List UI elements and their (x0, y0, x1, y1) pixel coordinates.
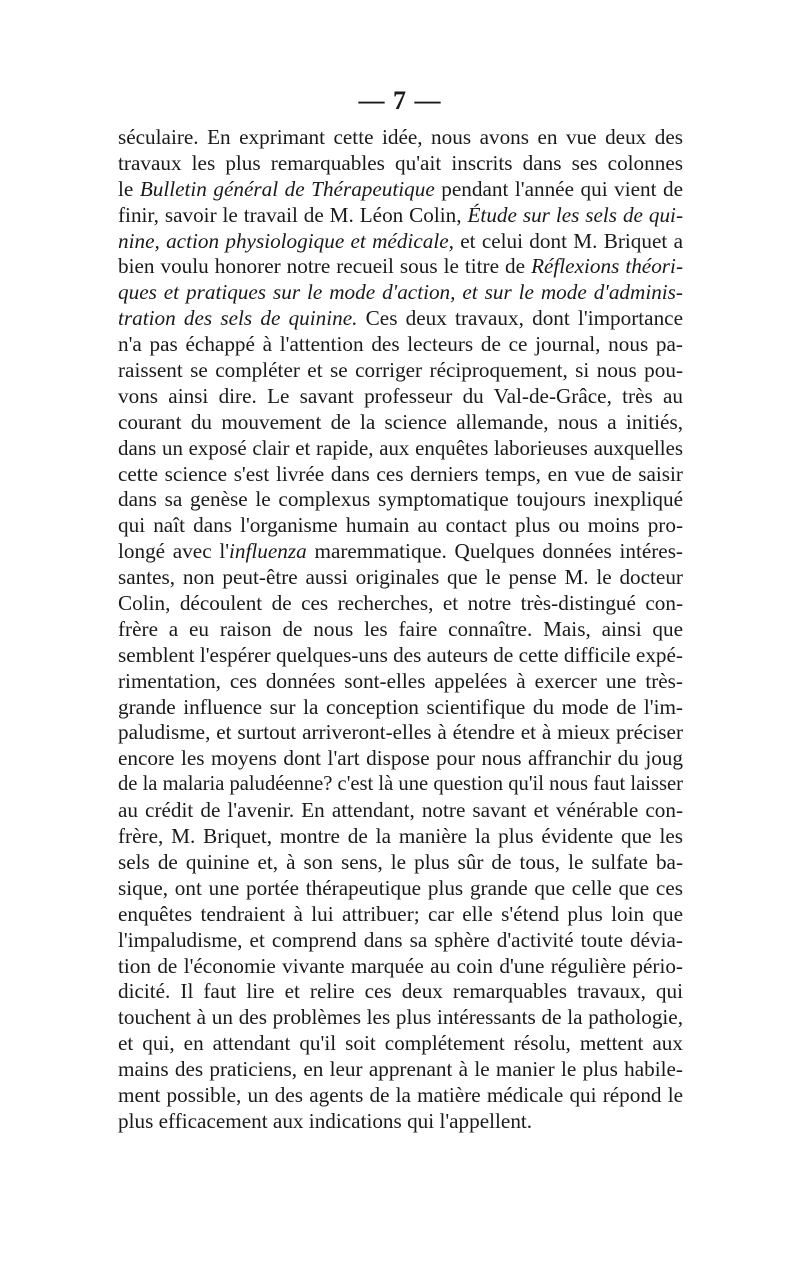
text-segment: dans sa genèse le complexus symptomatique toujours inexpliqué (118, 487, 683, 512)
text-segment: vons ainsi dire. Le savant professeur du Val-de-Grâce, très au (118, 383, 683, 408)
italic-text: influenza (229, 539, 307, 564)
text-line (118, 462, 683, 488)
italic-text: tration des sels de quinine. (118, 306, 358, 331)
text-line (118, 979, 683, 1005)
text-segment: le (118, 176, 140, 201)
text-segment: pendant l'année qui vient de (434, 176, 683, 201)
text-line (118, 669, 683, 695)
text-line (118, 539, 683, 565)
text-line (118, 125, 683, 151)
text-segment: qui naît dans l'organisme humain au contact plus ou moins pro- (118, 513, 683, 538)
text-segment: maremmatique. Quelques données intéres- (306, 539, 683, 564)
text-line (118, 358, 683, 384)
text-segment: n'a pas échappé à l'attention des lecteurs de ce journal, nous pa- (118, 332, 683, 357)
text-segment: sique, ont une portée thérapeutique plus grande que celle que ces (118, 875, 683, 900)
page-number: — 7 — (358, 86, 442, 115)
text-line (118, 306, 683, 332)
text-line (118, 565, 683, 591)
text-line (118, 1005, 683, 1031)
text-segment: ment possible, un des agents de la matière médicale qui répond le (118, 1082, 683, 1107)
text-line (118, 229, 683, 255)
text-line (118, 902, 683, 928)
text-segment: frère a eu raison de nous les faire connaître. Mais, ainsi que (118, 616, 683, 641)
text-line (118, 1109, 683, 1135)
text-segment: Colin, découlent de ces recherches, et notre très-distingué con- (118, 591, 683, 616)
text-segment: raissent se compléter et se corriger réciproquement, si nous pou- (118, 358, 683, 383)
italic-text: ques et pratiques sur le mode d'action, et sur le mode d'adminis- (118, 280, 683, 305)
text-segment: plus efficacement aux indications qui l'appellent. (118, 1108, 533, 1133)
text-segment: mains des praticiens, en leur apprenant à le manier le plus habile- (118, 1057, 683, 1082)
text-line (118, 850, 683, 876)
text-segment: longé avec l' (118, 539, 230, 564)
text-segment: Ces deux travaux, dont l'importance (357, 306, 683, 331)
text-line (118, 876, 683, 902)
text-line (118, 695, 683, 721)
body-paragraph (118, 125, 683, 1135)
text-segment: de la malaria paludéenne? c'est là une question qu'il nous faut laisser (118, 773, 683, 796)
italic-text: nine, action physiologique et médicale, (118, 228, 454, 253)
text-segment: et celui dont M. Briquet a (453, 228, 683, 253)
text-line (118, 928, 683, 954)
text-segment: bien voulu honorer notre recueil sous le titre de (118, 254, 532, 279)
text-segment: frère, M. Briquet, montre de la manière la plus évidente que les (118, 824, 683, 849)
text-segment: et qui, en attendant qu'il soit complétement résolu, mettent aux (118, 1031, 683, 1056)
text-segment: tion de l'économie vivante marquée au coin d'une régulière pério- (118, 953, 683, 978)
text-line (118, 720, 683, 746)
text-line (118, 513, 683, 539)
text-line (118, 177, 683, 203)
text-line (118, 487, 683, 513)
text-line (118, 824, 683, 850)
text-line (118, 772, 683, 798)
text-segment: travaux les plus remarquables qu'ait inscrits dans ses colonnes (118, 150, 683, 175)
text-line (118, 151, 683, 177)
text-line (118, 436, 683, 462)
text-segment: touchent à un des problèmes les plus intéressants de la pathologie, (118, 1005, 683, 1030)
italic-text: Réflexions théori- (531, 254, 683, 279)
text-segment: encore les moyens dont l'art dispose pour nous affranchir du joug (118, 746, 683, 771)
text-line (118, 643, 683, 669)
text-line (118, 410, 683, 436)
text-line (118, 1057, 683, 1083)
text-segment: séculaire. En exprimant cette idée, nous avons en vue deux des (118, 125, 683, 149)
text-line (118, 798, 683, 824)
text-line (118, 954, 683, 980)
text-segment: cette science s'est livrée dans ces derniers temps, en vue de saisir (118, 461, 683, 486)
text-line (118, 746, 683, 772)
text-line (118, 384, 683, 410)
text-segment: rimentation, ces données sont-elles appelées à exercer une très- (118, 668, 683, 693)
text-line (118, 1031, 683, 1057)
text-line (118, 254, 683, 280)
text-segment: santes, non peut-être aussi originales que le pense M. le docteur (118, 565, 683, 590)
italic-text: Étude sur les sels de qui- (467, 202, 684, 227)
text-segment: dans un exposé clair et rapide, aux enquêtes laborieuses auxquelles (118, 435, 683, 460)
text-line (118, 617, 683, 643)
text-segment: courant du mouvement de la science allemande, nous a initiés, (118, 409, 683, 434)
text-segment: sels de quinine et, à son sens, le plus sûr de tous, le sulfate ba- (118, 849, 683, 874)
text-line (118, 332, 683, 358)
text-segment: l'impaludisme, et comprend dans sa sphère d'activité toute dévia- (118, 927, 683, 952)
text-segment: paludisme, et surtout arriveront-elles à étendre et à mieux préciser (118, 720, 683, 745)
text-segment: finir, savoir le travail de M. Léon Colin, (118, 202, 468, 227)
text-segment: semblent l'espérer quelques-uns des auteurs de cette difficile expé- (118, 642, 683, 667)
text-segment: dicité. Il faut lire et relire ces deux remarquables travaux, qui (118, 979, 683, 1004)
text-line (118, 203, 683, 229)
text-line (118, 1083, 683, 1109)
text-line (118, 280, 683, 306)
text-segment: enquêtes tendraient à lui attribuer; car elle s'étend plus loin que (118, 901, 683, 926)
text-line (118, 591, 683, 617)
text-segment: grande influence sur la conception scientifique du mode de l'im- (118, 694, 683, 719)
italic-text: Bulletin général de Thérapeutique (139, 176, 435, 201)
text-segment: au crédit de l'avenir. En attendant, notre savant et vénérable con- (118, 798, 683, 823)
